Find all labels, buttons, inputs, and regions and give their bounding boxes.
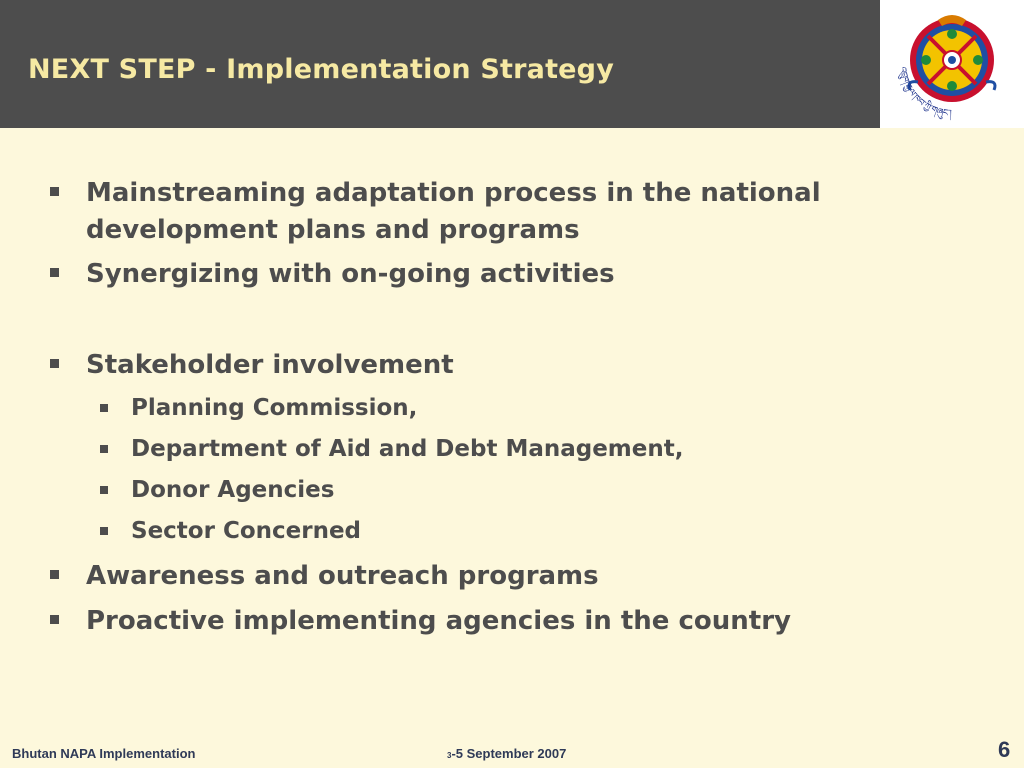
- sub-bullet-marker: [100, 404, 108, 412]
- bullet-item: Stakeholder involvement: [86, 350, 454, 380]
- sub-bullet-item: Planning Commission,: [131, 395, 418, 421]
- sub-bullet-marker: [100, 527, 108, 535]
- footer-date: [447, 746, 566, 761]
- bullet-marker: [50, 268, 59, 277]
- bullet-marker: [50, 359, 59, 368]
- bullet-item: Awareness and outreach programs: [86, 561, 599, 591]
- footer-date-prefix: 3: [447, 751, 452, 760]
- sub-bullet-item: Sector Concerned: [131, 518, 362, 544]
- sub-bullet-marker: [100, 486, 108, 494]
- page-number: 6: [998, 737, 1011, 762]
- footer-presentation-title: Bhutan NAPA Implementation: [12, 746, 196, 761]
- slide-title: NEXT STEP - Implementation Strategy: [28, 54, 615, 85]
- bullet-item: Proactive implementing agencies in the country: [86, 606, 791, 636]
- bullet-marker: [50, 615, 59, 624]
- bullet-marker: [50, 187, 59, 196]
- footer-date-rest: -5 September 2007: [451, 746, 567, 761]
- bullet-item: Synergizing with on-going activities: [86, 259, 615, 289]
- emblem-script-text: འབྲུག་རྒྱལ་ཁབ་ཀྱི་གཞུང་།: [897, 66, 952, 120]
- sub-bullet-item: Donor Agencies: [131, 477, 335, 503]
- sub-bullet-marker: [100, 445, 108, 453]
- bullet-item: Mainstreaming adaptation process in the national development plans and programs: [86, 178, 821, 245]
- bullet-marker: [50, 570, 59, 579]
- sub-bullet-item: Department of Aid and Debt Management,: [131, 436, 684, 462]
